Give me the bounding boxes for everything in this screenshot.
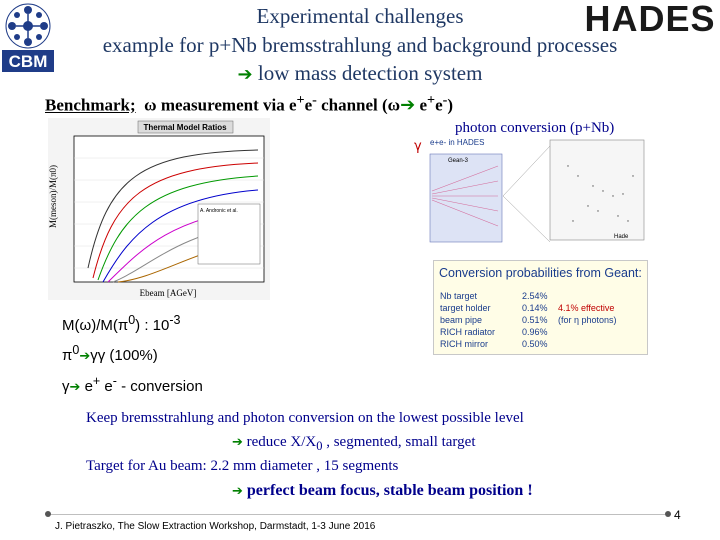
benchmark-sup: +	[427, 92, 436, 108]
conversion-row-value: 0.50%	[522, 339, 548, 349]
benchmark-text: channel (ω	[316, 95, 401, 115]
ratio-sup: 0	[128, 313, 136, 327]
pi0-decay-label: γγ (100%)	[90, 347, 158, 364]
arrow-right-icon: ➔	[237, 64, 253, 85]
benchmark-sup: -	[312, 92, 317, 108]
bottom-line-4	[232, 482, 533, 500]
footer-divider	[51, 514, 665, 515]
benchmark-text: e	[415, 95, 427, 115]
arrow-right-icon: ➔	[400, 94, 416, 116]
chart-ylabel: M(meson)/M(π0)	[48, 164, 58, 228]
arrow-right-icon: ➔	[79, 349, 91, 364]
bottom-line-1: Keep bremsstrahlung and photon conversion on the lowest possible level	[86, 410, 524, 426]
title-line-3-text: low mass detection system	[257, 61, 483, 85]
photon-conversion-label: photon conversion (p+Nb)	[455, 120, 615, 136]
arrow-right-icon: ➔	[232, 484, 243, 499]
conversion-row-value: 0.51%	[522, 315, 548, 325]
ratio-text	[62, 313, 180, 334]
ratio-exponent: -3	[169, 313, 181, 327]
benchmark-text: )	[447, 95, 454, 115]
conversion-row-name: target holder	[440, 303, 491, 313]
conversion-row-name: RICH radiator	[440, 327, 496, 337]
title-line-1: Experimental challenges	[256, 4, 464, 28]
conversion-effective: 4.1% effective	[558, 303, 615, 313]
gean-label: Gean-3	[448, 158, 469, 164]
cbm-logo-text: CBM	[8, 52, 48, 71]
gamma-symbol-text: γ	[62, 378, 70, 395]
arrow-right-icon: ➔	[232, 435, 243, 450]
chart-xlabel: Ebeam [AGeV]	[139, 288, 197, 298]
hade-label: Hade	[614, 234, 629, 240]
hades-logo-text: HADES	[584, 0, 716, 39]
hades-event-display	[428, 136, 646, 246]
conversion-probabilities-box	[433, 260, 648, 355]
event-label: e+e- in HADES	[430, 138, 485, 147]
benchmark-label: Benchmark;	[45, 95, 136, 115]
bottom-line-2-text: reduce X/X	[246, 434, 317, 450]
conversion-row-value: 0.96%	[522, 327, 548, 337]
conversion-row-name: Nb target	[440, 291, 478, 301]
conversion-text-part: e	[100, 378, 113, 395]
conversion-sup: -	[112, 374, 117, 388]
bottom-line-2	[232, 434, 476, 454]
footer-dot-right	[665, 511, 671, 517]
benchmark-sup: +	[296, 92, 305, 108]
conversion-title: Conversion probabilities from Geant:	[439, 266, 642, 280]
chart-legend-title: A. Andronic et al.	[200, 208, 238, 214]
gamma-symbol: γ	[414, 139, 422, 154]
conversion-row-name: RICH mirror	[440, 339, 488, 349]
conversion-sup: +	[92, 374, 101, 388]
ratio-text-part: ) : 10	[135, 317, 170, 334]
page-number: 4	[674, 508, 681, 522]
benchmark-sup: -	[442, 92, 448, 108]
conversion-effective-note: (for η photons)	[558, 315, 617, 325]
title-line-3	[0, 61, 720, 87]
benchmark-text: e	[304, 95, 313, 115]
benchmark-text: e	[435, 95, 443, 115]
pi0-decay-text	[62, 343, 158, 364]
pi0-sup: 0	[72, 343, 80, 357]
ratio-text-part: M(ω)/M(π	[62, 317, 129, 334]
pi0-symbol: π	[62, 347, 73, 364]
footer-citation: J. Pietraszko, The Slow Extraction Workshop, Darmstadt, 1-3 June 2016	[55, 521, 376, 532]
conversion-text-part: - conversion	[116, 378, 203, 395]
benchmark-text: ω measurement via e	[144, 95, 297, 115]
conversion-row-value: 0.14%	[522, 303, 548, 313]
bottom-line-2-sub: 0	[316, 439, 323, 453]
benchmark-line	[45, 92, 453, 116]
chart-title: Thermal Model Ratios	[143, 123, 227, 132]
bottom-line-4-text: perfect beam focus, stable beam position !	[246, 482, 533, 499]
conversion-row-value: 2.54%	[522, 291, 548, 301]
bottom-line-2-text: , segmented, small target	[322, 434, 476, 450]
thermal-model-chart	[48, 118, 270, 300]
conversion-row-name: beam pipe	[440, 315, 483, 325]
conversion-text-part: e	[80, 378, 93, 395]
bottom-line-3: Target for Au beam: 2.2 mm diameter , 15 segments	[86, 458, 399, 474]
title-line-2: example for p+Nb bremsstrahlung and background processes	[102, 33, 618, 57]
conversion-text	[62, 374, 203, 395]
arrow-right-icon: ➔	[69, 380, 81, 395]
